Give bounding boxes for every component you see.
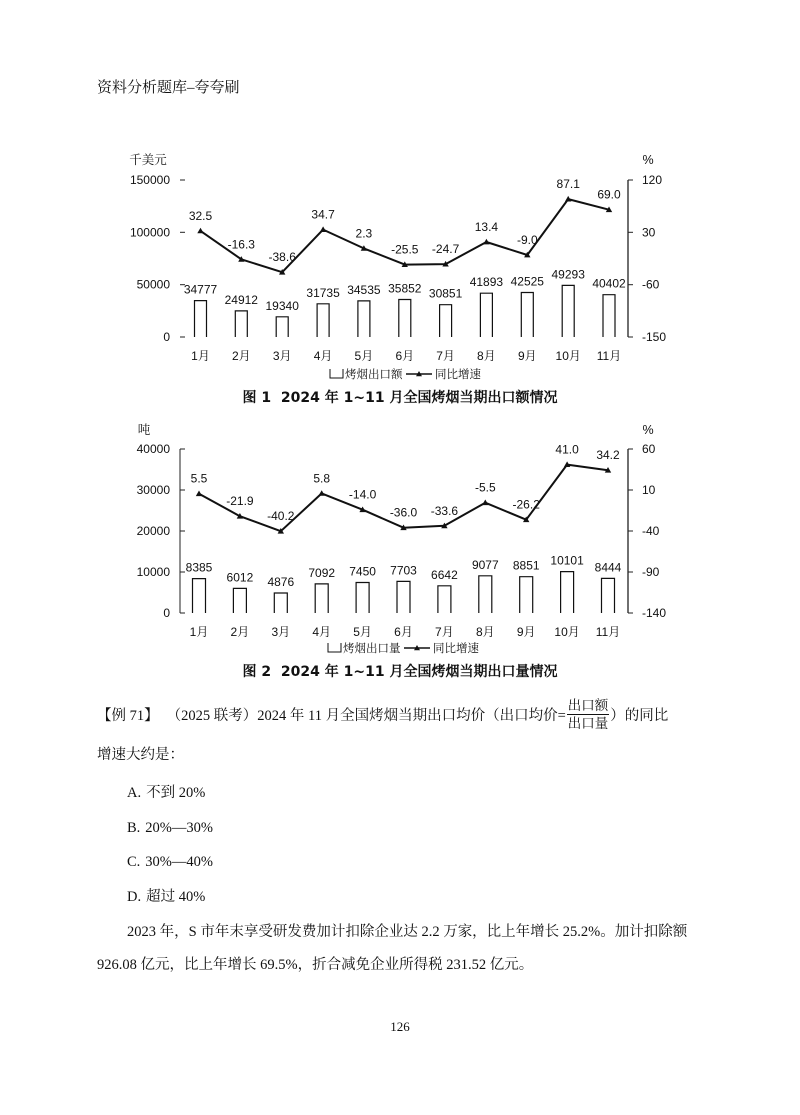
x-axis-month-label: 7月 — [436, 349, 455, 363]
x-axis-month-label: 9月 — [516, 625, 536, 639]
right-axis-tick-label: -60 — [642, 277, 660, 292]
question-source: （2025 联考） — [166, 707, 258, 724]
x-axis-month-label: 2月 — [231, 349, 251, 363]
growth-rate-label: -25.5 — [391, 242, 419, 257]
x-axis-month-label: 4月 — [312, 625, 332, 639]
question-stem-tail: ）的同比 — [610, 707, 669, 724]
export-value-bar-label: 30851 — [428, 286, 463, 301]
growth-rate-label: 13.4 — [474, 220, 499, 234]
export-volume-bar-6 — [397, 581, 410, 613]
export-volume-bar-label: 7450 — [349, 564, 376, 579]
option-label: D. — [127, 889, 142, 905]
growth-rate-label: -21.9 — [226, 494, 254, 509]
passage-line-1: 2023 年，S 市年末享受研发费加计扣除企业达 2.2 万家，比上年增长 25.2%。加计扣除额 — [127, 924, 688, 940]
x-axis-month-label: 6月 — [394, 625, 413, 639]
export-value-bar-6 — [399, 300, 411, 338]
x-axis-month-label: 11月 — [595, 625, 621, 639]
option-d — [127, 886, 205, 908]
export-volume-bar-label: 10101 — [550, 553, 584, 568]
left-axis-title: 吨 — [137, 423, 151, 437]
left-axis-tick-label: 0 — [163, 606, 170, 620]
export-value-bar-label: 34535 — [347, 282, 381, 297]
legend-bar-label: 烤烟出口量 — [343, 643, 401, 655]
growth-rate-label: 34.2 — [596, 448, 620, 463]
x-axis-month-label: 10月 — [555, 349, 581, 363]
export-value-bar-label: 34777 — [183, 282, 218, 297]
growth-rate-label: -16.3 — [227, 237, 255, 252]
question-stem-line-2: 增速大约是： — [97, 747, 184, 763]
export-volume-bar-2 — [233, 588, 246, 613]
x-axis-month-label: 11月 — [596, 349, 622, 363]
passage-line-2: 926.08 亿元，比上年增长 69.5%，折合减免企业所得税 231.52 亿元。 — [97, 957, 534, 973]
growth-rate-label: 2.3 — [355, 226, 373, 241]
page-number: 126 — [390, 1019, 410, 1034]
export-value-bar-label: 31735 — [306, 285, 340, 300]
growth-rate-label: 69.0 — [597, 187, 621, 202]
export-value-bar-8 — [480, 293, 492, 337]
export-volume-bar-8 — [479, 576, 492, 613]
export-value-bar-4 — [317, 304, 329, 337]
legend-line-label: 同比增速 — [435, 369, 481, 381]
option-label: B. — [127, 820, 141, 836]
legend-line-label: 同比增速 — [433, 643, 479, 655]
x-axis-month-label: 5月 — [354, 349, 374, 363]
right-axis-tick-label: -40 — [642, 524, 660, 538]
export-value-bar-label: 35852 — [388, 281, 422, 296]
growth-rate-marker-1 — [197, 228, 203, 234]
right-axis-tick-label: 30 — [642, 225, 656, 240]
export-volume-bar-label: 9077 — [471, 557, 499, 572]
export-volume-bar-3 — [274, 593, 287, 613]
left-axis-tick-label: 50000 — [136, 277, 170, 292]
export-value-bar-1 — [195, 301, 207, 337]
export-value-bar-label: 42525 — [510, 274, 544, 289]
export-value-bar-label: 49293 — [551, 267, 585, 282]
export-volume-bar-label: 8444 — [594, 560, 622, 575]
export-value-bar-10 — [562, 285, 574, 337]
export-volume-bar-5 — [356, 583, 369, 614]
figure-2-caption: 图 2 2024 年 1~11 月全国烤烟当期出口量情况 — [242, 664, 558, 680]
question-stem-line-1 — [97, 696, 668, 732]
growth-rate-line — [201, 199, 610, 272]
export-value-bar-label: 19340 — [265, 298, 299, 313]
right-axis-tick-label: -150 — [642, 330, 667, 344]
growth-rate-label: -5.5 — [474, 480, 496, 495]
option-text: 不到 20% — [146, 785, 206, 801]
x-axis-month-label: 10月 — [554, 625, 580, 639]
growth-rate-label: 34.7 — [311, 207, 335, 222]
growth-rate-label: 41.0 — [555, 442, 579, 457]
question-number: 【例 71】 — [97, 707, 159, 724]
growth-rate-marker-8 — [482, 500, 488, 506]
left-axis-tick-label: 0 — [163, 330, 170, 344]
growth-rate-label: -26.2 — [512, 497, 540, 512]
left-axis-tick-label: 150000 — [129, 173, 170, 187]
fraction-denominator: 出口量 — [567, 715, 609, 731]
growth-rate-label: -40.2 — [267, 509, 295, 524]
right-axis-tick-label: 120 — [642, 173, 663, 187]
growth-rate-label: -38.6 — [268, 250, 296, 265]
x-axis-month-label: 7月 — [435, 625, 454, 639]
growth-rate-label: -24.7 — [431, 242, 460, 257]
left-axis-tick-label: 20000 — [136, 524, 170, 538]
x-axis-month-label: 6月 — [395, 349, 415, 363]
export-volume-bar-10 — [561, 572, 574, 613]
growth-rate-marker-8 — [483, 239, 489, 245]
right-axis-tick-label: -90 — [642, 565, 660, 579]
option-c — [127, 851, 213, 873]
running-title: 资料分析题库–夸夸刷 — [97, 80, 240, 96]
export-volume-bar-4 — [315, 584, 328, 613]
export-value-bar-label: 24912 — [224, 292, 258, 307]
figure-1-caption: 图 1 2024 年 1~11 月全国烤烟当期出口额情况 — [242, 390, 558, 406]
option-a — [127, 782, 205, 804]
growth-rate-marker-4 — [320, 226, 326, 232]
left-axis-tick-label: 10000 — [136, 565, 170, 579]
option-text: 20%—30% — [145, 820, 213, 836]
export-value-bar-5 — [358, 301, 370, 337]
export-value-bar-11 — [603, 295, 615, 337]
export-volume-bar-label: 7092 — [308, 565, 336, 580]
growth-rate-label: 87.1 — [556, 177, 580, 192]
export-volume-bar-label: 6642 — [431, 567, 458, 582]
x-axis-month-label: 1月 — [191, 349, 210, 363]
left-axis-tick-label: 40000 — [136, 442, 170, 456]
growth-rate-label: -9.0 — [516, 233, 538, 247]
x-axis-month-label: 3月 — [272, 349, 292, 363]
growth-rate-label: 5.5 — [190, 471, 208, 486]
right-axis-tick-label: 60 — [642, 442, 656, 456]
left-axis-tick-label: 30000 — [136, 483, 170, 497]
export-volume-bar-label: 6012 — [226, 570, 254, 585]
growth-rate-label: -36.0 — [389, 505, 418, 520]
x-axis-month-label: 1月 — [189, 625, 209, 639]
legend-bar-swatch — [330, 369, 343, 378]
x-axis-month-label: 2月 — [230, 625, 250, 639]
question-stem-text: 2024 年 11 月全国烤烟当期出口均价（出口均价= — [257, 707, 566, 724]
right-axis-tick-label: -140 — [642, 606, 667, 620]
option-label: A. — [127, 785, 142, 801]
legend-bar-label: 烤烟出口额 — [345, 369, 403, 381]
export-value-bar-3 — [276, 317, 288, 337]
option-text: 超过 40% — [146, 889, 206, 905]
export-value-bar-7 — [440, 305, 452, 337]
export-volume-bar-7 — [438, 586, 451, 613]
growth-rate-label: 32.5 — [188, 208, 213, 223]
export-volume-chart — [0, 418, 800, 658]
x-axis-month-label: 5月 — [353, 625, 372, 639]
unit-price-fraction — [567, 697, 610, 732]
growth-rate-marker-4 — [319, 490, 325, 496]
right-axis-title: % — [642, 153, 654, 167]
left-axis-title: 千美元 — [129, 153, 167, 167]
option-text: 30%—40% — [145, 854, 213, 870]
export-volume-bar-label: 4876 — [267, 575, 295, 589]
fraction-numerator: 出口额 — [567, 697, 609, 713]
x-axis-month-label: 8月 — [477, 349, 496, 363]
growth-rate-marker-1 — [196, 491, 202, 497]
right-axis-title: % — [642, 423, 654, 437]
export-volume-bar-label: 7703 — [390, 563, 417, 578]
growth-rate-label: -14.0 — [348, 487, 377, 502]
export-value-bar-label: 41893 — [469, 275, 504, 290]
growth-rate-line — [199, 465, 608, 532]
export-value-chart — [0, 145, 800, 385]
left-axis-tick-label: 100000 — [129, 225, 170, 240]
option-b — [127, 817, 213, 839]
export-volume-bar-1 — [193, 579, 206, 613]
export-volume-bar-11 — [602, 578, 615, 613]
legend-bar-swatch — [328, 643, 341, 652]
export-value-bar-9 — [521, 293, 533, 338]
x-axis-month-label: 3月 — [271, 625, 291, 639]
export-volume-bar-label: 8851 — [512, 558, 540, 573]
right-axis-tick-label: 10 — [642, 483, 656, 497]
export-value-bar-2 — [235, 311, 247, 337]
x-axis-month-label: 8月 — [475, 625, 495, 639]
x-axis-month-label: 4月 — [313, 349, 333, 363]
export-value-bar-label: 40402 — [592, 276, 626, 291]
x-axis-month-label: 9月 — [517, 349, 537, 363]
growth-rate-label: 5.8 — [313, 471, 331, 486]
option-label: C. — [127, 854, 141, 870]
export-volume-bar-9 — [520, 577, 533, 613]
export-volume-bar-label: 8385 — [185, 560, 213, 575]
growth-rate-label: -33.6 — [430, 503, 459, 518]
